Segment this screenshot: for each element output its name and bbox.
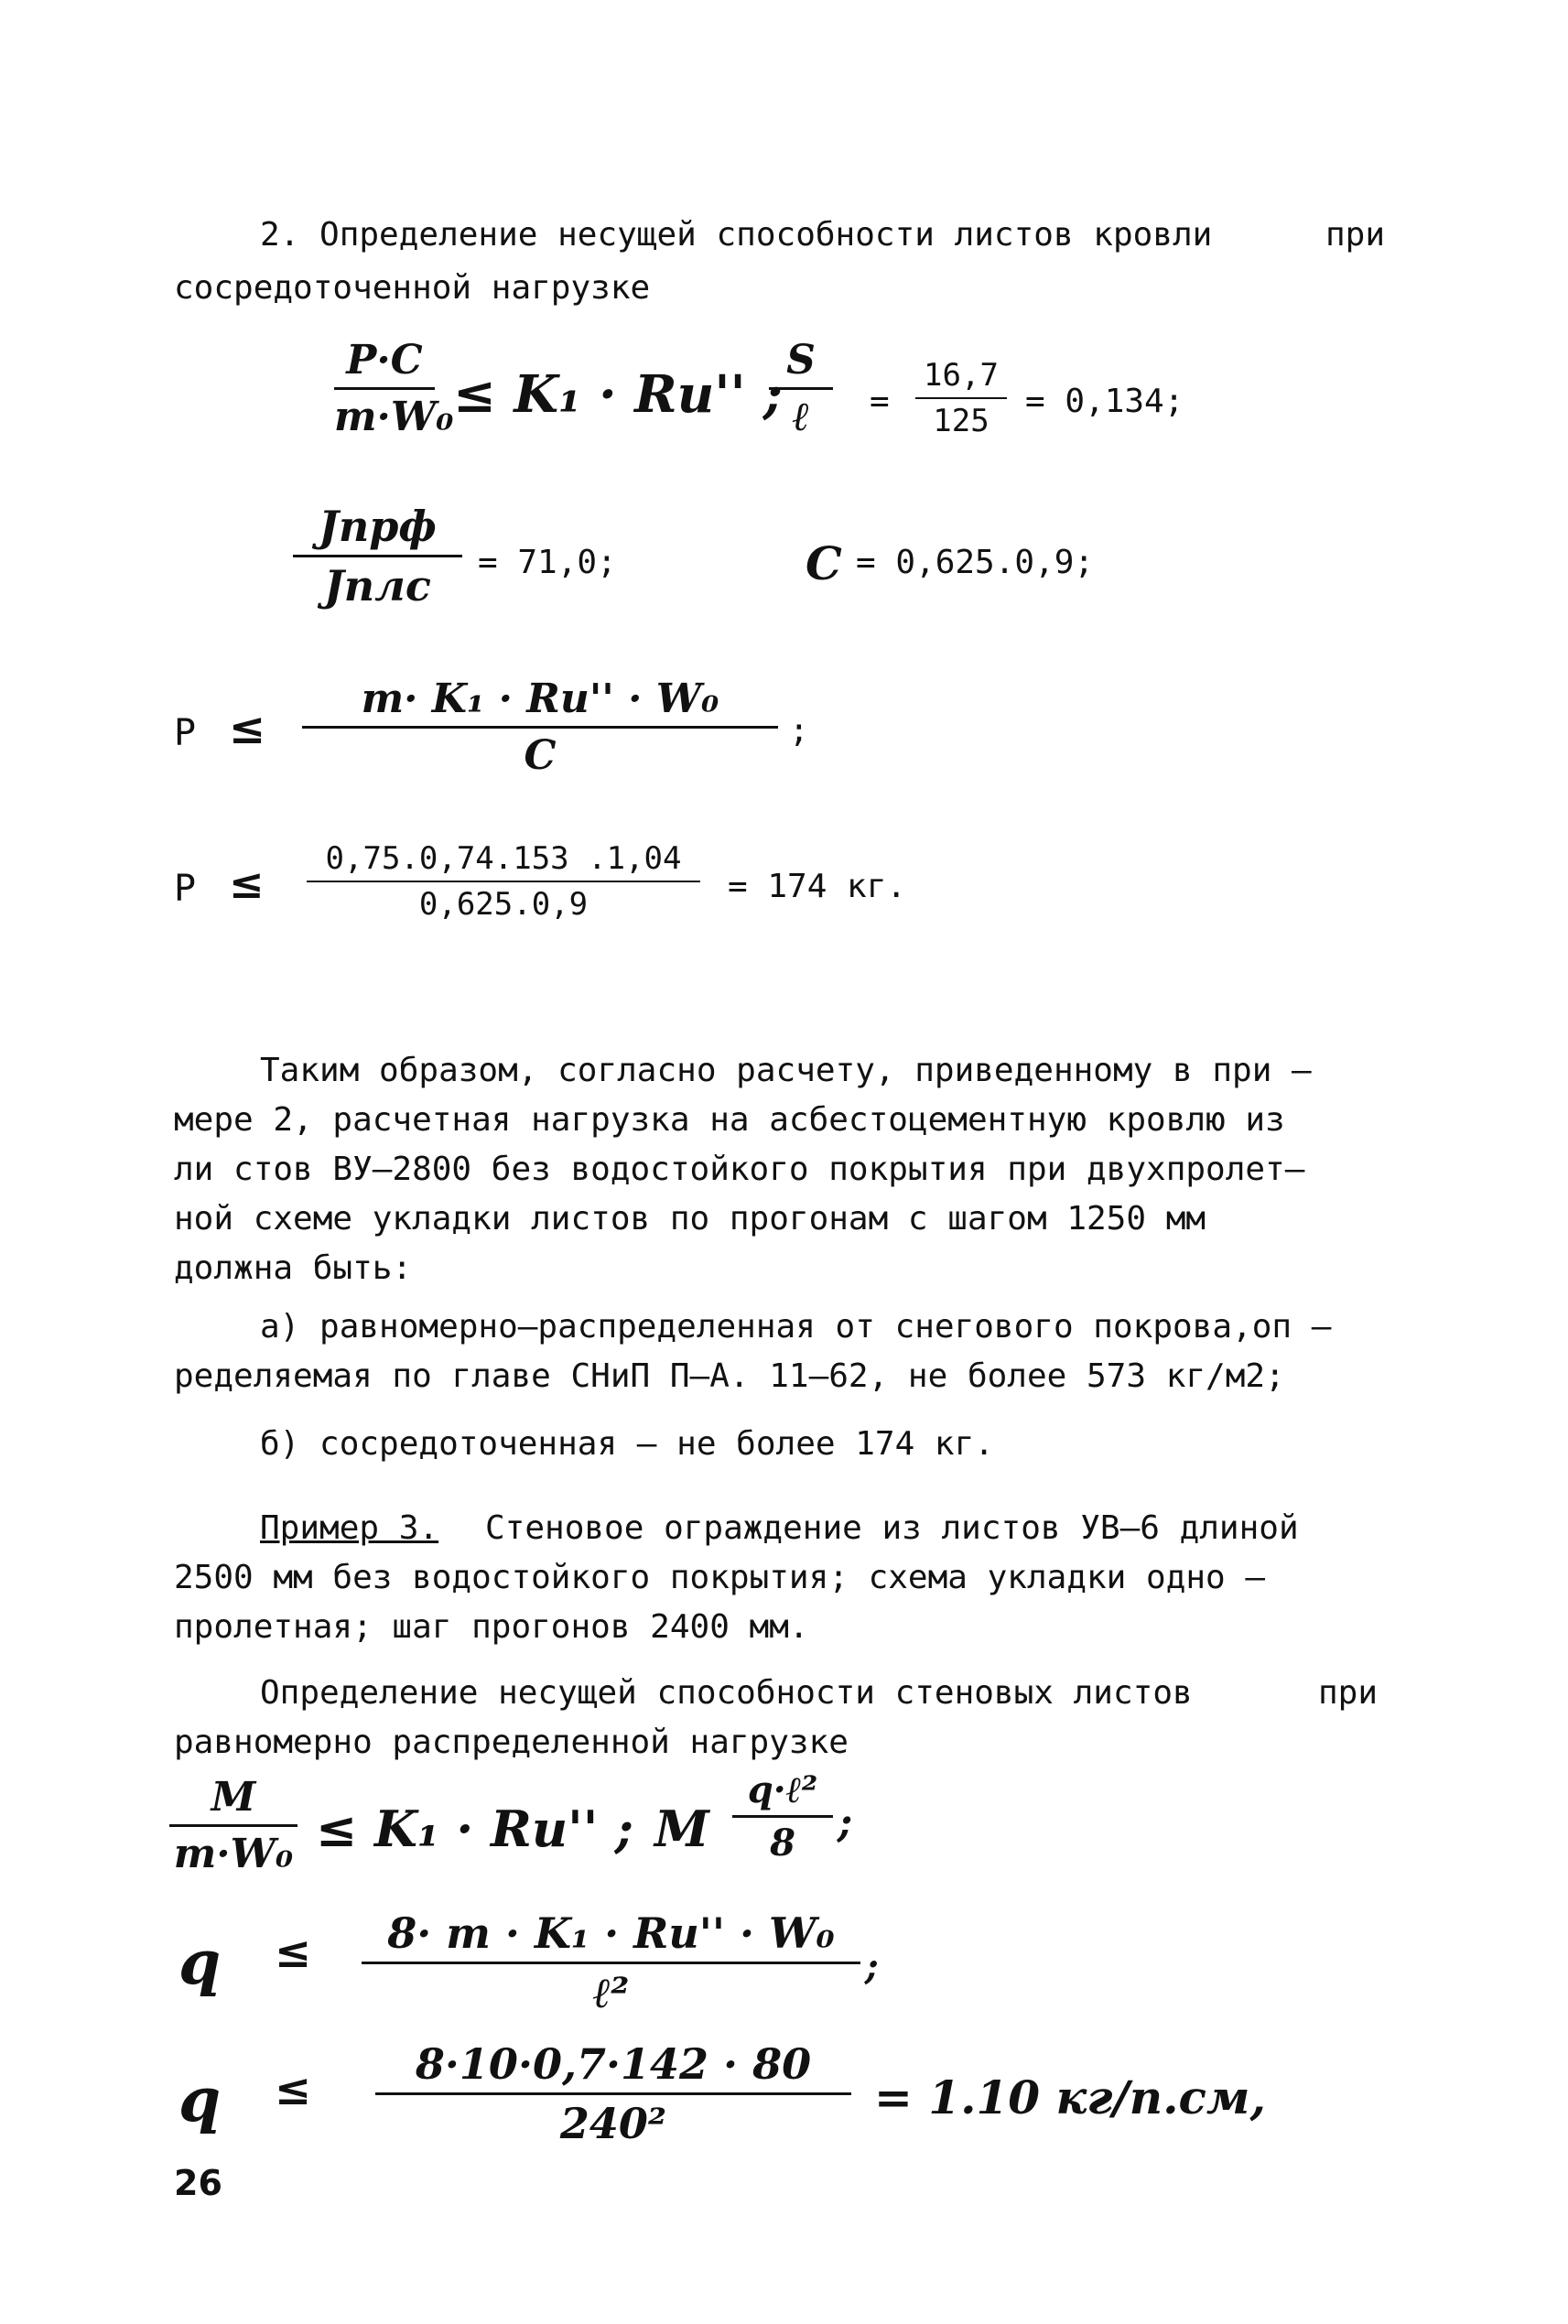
f2-j-den: Jплс: [324, 561, 431, 611]
f1-s-num: S: [786, 337, 816, 384]
uniform-line1: Определение несущей способности стеновых листов: [260, 1674, 1193, 1712]
f3-num: m· K₁ · Rи'' · W₀: [361, 676, 719, 722]
f5-q-den: 8: [770, 1821, 795, 1865]
item-b: б) сосредоточенная – не более 174 кг.: [260, 1425, 994, 1463]
f5-relation: ≤ K₁ · Rи'' ;: [316, 1800, 633, 1858]
f5-m2: M: [654, 1800, 709, 1858]
f1-result: = 0,134;: [1025, 383, 1184, 420]
f3-p: P: [174, 712, 197, 754]
f1-s-bar: [769, 387, 833, 390]
f2-j-bar: [293, 555, 462, 557]
f3-end: ;: [789, 712, 809, 750]
f6-end: ;: [865, 1945, 879, 1988]
f7-q: q: [178, 2064, 222, 2135]
f5-m-den: m·W₀: [173, 1831, 294, 1877]
section2-line1: 2. Определение несущей способности листов кровли: [260, 216, 1213, 254]
item-a-line-1: а) равномерно–распределенная от снегового покрова,оп –: [260, 1308, 1332, 1346]
f4-fraction: [307, 840, 700, 923]
f3-den: C: [524, 732, 557, 779]
f1-value-num: 16,7: [924, 357, 999, 394]
conclusion-line-4: ной схеме укладки листов по прогонам с шагом 1250 мм: [174, 1200, 1206, 1238]
f7-den: 240²: [559, 2099, 667, 2148]
f1-s-den: ℓ: [792, 394, 810, 440]
f4-relation: ≤: [229, 859, 265, 908]
f1-value-bar: [915, 397, 1007, 399]
conclusion-line-3: ли стов ВУ–2800 без водостойкого покрытия при двухпролет–: [174, 1151, 1305, 1188]
f3-fraction: [302, 676, 778, 779]
f7-bar: [375, 2092, 851, 2095]
f2-c-symbol: C: [806, 536, 842, 590]
conclusion-line-1: Таким образом, согласно расчету, приведенному в при –: [260, 1052, 1312, 1089]
section2-line1-end: при: [1325, 216, 1386, 254]
f4-result: = 174 кг.: [728, 868, 907, 905]
f4-num: 0,75.0,74.153 .1,04: [325, 840, 682, 877]
f5-m-bar: [169, 1824, 297, 1827]
f7-result: = 1.10 кг/п.см,: [874, 2070, 1266, 2124]
f1-lhs-den: m·W₀: [334, 394, 454, 440]
item-a-line-2: ределяемая по главе СНиП П–А. 11–62, не более 573 кг/м2;: [174, 1357, 1285, 1395]
f3-bar: [302, 726, 778, 729]
f7-num: 8·10·0,7·142 · 80: [415, 2039, 812, 2089]
f4-bar: [307, 881, 700, 882]
f5-q-fraction: [732, 1768, 833, 1865]
f1-value-den: 125: [933, 403, 989, 439]
f1-value-fraction: [915, 357, 1007, 439]
f5-end: ;: [838, 1800, 853, 1846]
f6-q: q: [178, 1927, 222, 1998]
f5-m-num: M: [211, 1774, 256, 1821]
example3-line1-rest: Стеновое ограждение из листов УВ–6 длиной: [485, 1509, 1299, 1547]
f1-eq: =: [870, 383, 890, 420]
conclusion-line-5: должна быть:: [174, 1249, 413, 1287]
f6-den: ℓ²: [592, 1968, 630, 2017]
f6-relation: ≤: [275, 1927, 312, 1978]
uniform-line2: равномерно распределенной нагрузке: [174, 1724, 849, 1761]
f5-m-fraction: [169, 1774, 297, 1877]
f2-c-value: = 0,625.0,9;: [856, 544, 1095, 581]
f6-num: 8· m · K₁ · Rи'' · W₀: [387, 1908, 835, 1958]
f1-relation: ≤ K₁ · Rи'' ;: [453, 364, 783, 425]
uniform-line1-end: при: [1318, 1674, 1379, 1712]
section2-line2: сосредоточенной нагрузке: [174, 269, 651, 307]
page-number: 26: [174, 2163, 222, 2203]
f2-j-num: Jпрф: [319, 502, 437, 551]
f5-q-num: q·ℓ²: [747, 1768, 818, 1811]
f6-bar: [362, 1962, 860, 1964]
f1-lhs-fraction: [334, 337, 454, 440]
conclusion-line-2: мере 2, расчетная нагрузка на асбестоцементную кровлю из: [174, 1101, 1285, 1139]
f1-lhs-num: P·C: [346, 337, 423, 384]
f7-fraction: [375, 2039, 851, 2148]
f3-relation: ≤: [229, 703, 266, 754]
f2-j-value: = 71,0;: [478, 544, 617, 581]
example3-line3: пролетная; шаг прогонов 2400 мм.: [174, 1608, 809, 1646]
f6-fraction: [362, 1908, 860, 2017]
f2-j-fraction: [293, 502, 462, 611]
f5-q-bar: [732, 1815, 833, 1818]
f4-den: 0,625.0,9: [418, 886, 589, 923]
example3-line2: 2500 мм без водостойкого покрытия; схема укладки одно –: [174, 1559, 1266, 1596]
f4-p: P: [174, 868, 197, 910]
f1-lhs-bar: [334, 387, 435, 390]
f7-relation: ≤: [275, 2064, 312, 2115]
example3-label: Пример 3.: [260, 1509, 439, 1547]
f1-s-fraction: [769, 337, 833, 440]
